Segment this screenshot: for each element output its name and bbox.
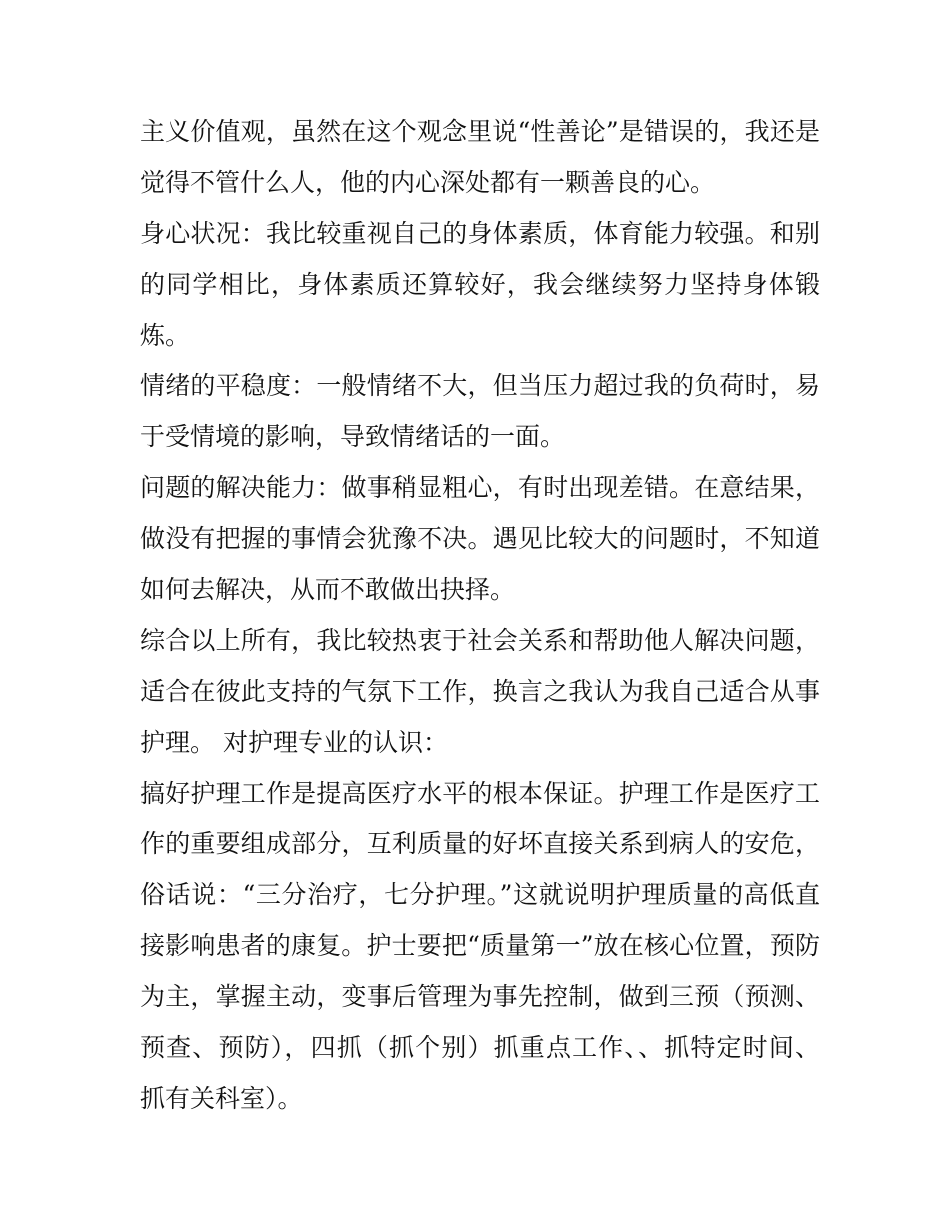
text-line: 主义价值观，虽然在这个观念里说“性善论”是错误的，我还是 <box>140 117 820 146</box>
text-line: 炼。 <box>140 320 191 350</box>
text-line: 预查、预防），四抓（抓个别）抓重点工作、、抓特定时间、 <box>140 1033 820 1063</box>
text-line: 如何去解决，从而不敢做出抉择。 <box>140 575 516 605</box>
text-line: 于受情境的影响，导致情绪话的一面。 <box>140 422 566 452</box>
text-line: 俗话说：“三分治疗，七分护理。”这就说明护理质量的高低直 <box>140 880 820 910</box>
text-line: 为主，掌握主动，变事后管理为事先控制，做到三预（预测、 <box>140 982 820 1012</box>
text-line: 的同学相比，身体素质还算较好，我会继续努力坚持身体锻 <box>140 269 820 299</box>
text-line: 作的重要组成部分，互利质量的好坏直接关系到病人的安危， <box>140 829 820 859</box>
text-line: 抓有关科室）。 <box>140 1083 303 1113</box>
text-line: 觉得不管什么人，他的内心深处都有一颗善良的心。 <box>140 167 716 197</box>
text-line: 综合以上所有，我比较热衷于社会关系和帮助他人解决问题， <box>140 625 820 655</box>
text-line: 身心状况：我比较重视自己的身体素质，体育能力较强。和别 <box>140 218 820 248</box>
text-line: 护理。 对护理专业的认识： <box>140 727 448 757</box>
body-text <box>140 107 820 1125</box>
text-line: 问题的解决能力：做事稍显粗心，有时出现差错。在意结果， <box>140 473 820 503</box>
text-line: 情绪的平稳度：一般情绪不大，但当压力超过我的负荷时，易 <box>140 371 820 401</box>
text-line: 接影响患者的康复。护士要把“质量第一”放在核心位置，预防 <box>140 931 820 961</box>
text-line: 做没有把握的事情会犹豫不决。遇见比较大的问题时，不知道 <box>140 524 820 554</box>
text-line: 搞好护理工作是提高医疗水平的根本保证。护理工作是医疗工 <box>140 778 820 808</box>
text-line: 适合在彼此支持的气氛下工作，换言之我认为我自己适合从事 <box>140 676 820 706</box>
